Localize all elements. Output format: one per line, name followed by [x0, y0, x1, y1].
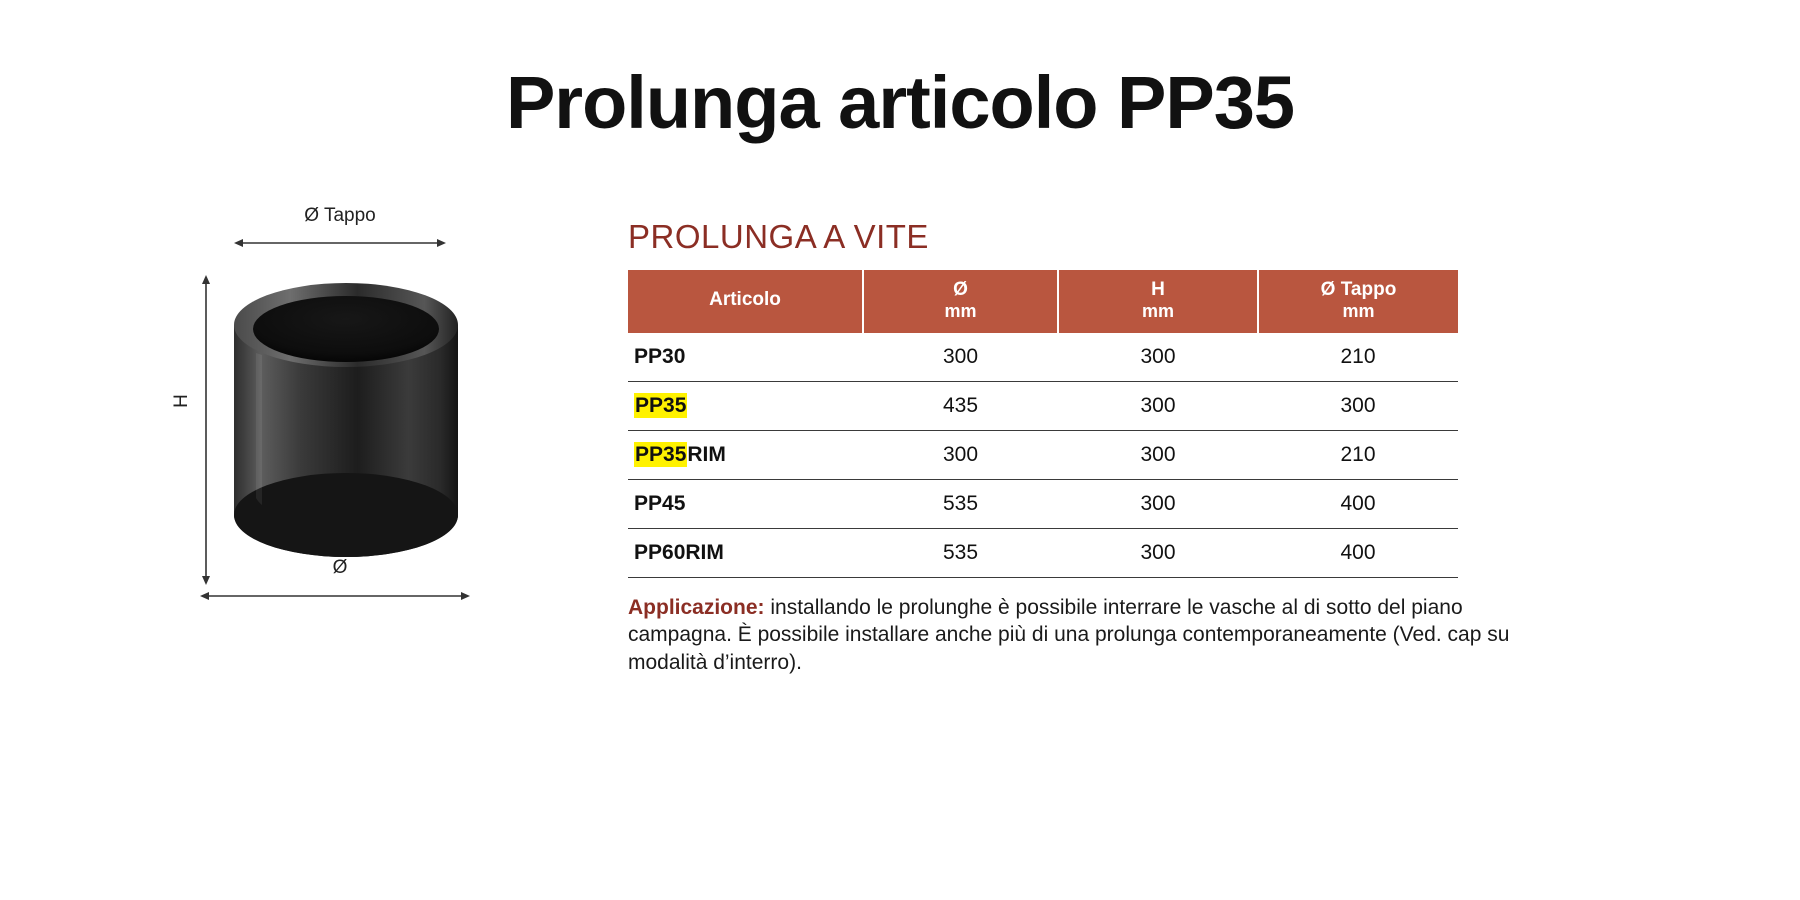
height-dimension-arrow — [200, 275, 212, 585]
articolo-highlight: PP35 — [635, 393, 687, 417]
product-figure — [170, 205, 520, 635]
table-header-row — [628, 270, 1458, 333]
table-row — [628, 333, 1458, 382]
cell-tappo: 400 — [1258, 528, 1458, 577]
articolo-text: PP30 — [634, 344, 686, 368]
figure-top-label: Ø Tappo — [304, 205, 376, 226]
application-label: Applicazione: — [628, 595, 765, 619]
top-dimension-arrow — [234, 237, 446, 249]
cell-articolo — [628, 430, 863, 479]
table-header-tappo-unit: mm — [1342, 300, 1375, 321]
table-header-diametro-unit: mm — [944, 300, 977, 321]
spec-table — [628, 270, 1458, 578]
articolo-text: RIM — [687, 442, 726, 466]
cell-h: 300 — [1058, 528, 1258, 577]
cell-articolo — [628, 479, 863, 528]
cell-h: 300 — [1058, 479, 1258, 528]
table-row — [628, 430, 1458, 479]
table-row — [628, 381, 1458, 430]
cell-tappo: 210 — [1258, 430, 1458, 479]
table-header-h-unit: mm — [1141, 300, 1174, 321]
cell-tappo: 210 — [1258, 333, 1458, 382]
cell-diametro: 535 — [863, 528, 1058, 577]
bottom-dimension-arrow — [200, 590, 470, 602]
page-title: Prolunga articolo PP35 — [505, 61, 1295, 144]
application-text: installando le prolunghe è possibile interrare le vasche al di sotto del piano campagna. È possibile installare anche più di una prolunga contemporaneamente (Ved. cap su modalità d’interro). — [628, 595, 1510, 674]
cell-articolo — [628, 381, 863, 430]
table-header-diametro — [863, 270, 1058, 333]
cell-articolo — [628, 333, 863, 382]
section-heading: PROLUNGA A VITE — [628, 218, 929, 255]
table-header-tappo-label: Ø Tappo — [1320, 279, 1397, 300]
cell-h: 300 — [1058, 430, 1258, 479]
spec-content — [628, 218, 1638, 698]
table-row — [628, 528, 1458, 577]
table-header-articolo — [628, 270, 863, 333]
cylinder-illustration — [228, 283, 464, 573]
figure-bottom-label: Ø — [332, 557, 348, 578]
cell-diametro: 535 — [863, 479, 1058, 528]
cell-tappo: 400 — [1258, 479, 1458, 528]
cell-h: 300 — [1058, 381, 1258, 430]
table-header-articolo-label: Articolo — [709, 289, 781, 311]
cell-diametro: 300 — [863, 333, 1058, 382]
cell-tappo: 300 — [1258, 381, 1458, 430]
cell-articolo — [628, 528, 863, 577]
articolo-text: PP60RIM — [634, 540, 724, 564]
table-row — [628, 479, 1458, 528]
table-header-tappo — [1258, 270, 1458, 333]
table-header-h — [1058, 270, 1258, 333]
cell-diametro: 435 — [863, 381, 1058, 430]
articolo-text: PP45 — [634, 491, 686, 515]
cell-h: 300 — [1058, 333, 1258, 382]
table-header-h-label: H — [1151, 279, 1165, 300]
figure-side-label: H — [170, 394, 192, 408]
articolo-highlight: PP35 — [635, 442, 687, 466]
application-note — [628, 594, 1528, 677]
table-header-diametro-label: Ø — [953, 279, 968, 300]
cell-diametro: 300 — [863, 430, 1058, 479]
